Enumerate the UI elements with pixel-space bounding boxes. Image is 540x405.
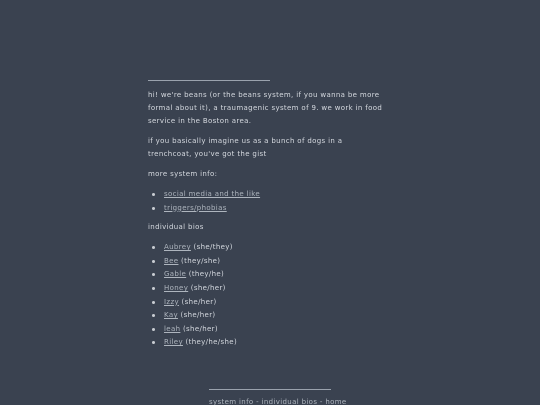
list-item: [164, 202, 388, 216]
more-info-list: [148, 188, 388, 215]
bio-link-leah[interactable]: leah: [164, 324, 181, 333]
bios-heading: individual bios: [148, 223, 204, 232]
list-item: [164, 268, 388, 282]
footer-divider: [209, 389, 331, 390]
intro-paragraph-2: if you basically imagine us as a bunch of dogs in a trenchcoat, you've got the gist: [148, 137, 343, 158]
list-item: [164, 323, 388, 337]
intro-paragraph: hi! we're beans (or the beans system, if you wanna be more formal about it), a traumagenic system of 9. we work in food service in the Boston area.: [148, 91, 383, 125]
list-item: [164, 309, 388, 323]
pronouns: (they/he/she): [185, 338, 238, 347]
main-content: [148, 68, 388, 356]
bios-list: [148, 241, 388, 350]
list-item: [164, 255, 388, 269]
pronouns: (she/her): [180, 311, 216, 320]
pronouns: (she/they): [193, 243, 233, 252]
footer-separator: -: [317, 398, 326, 405]
pronouns: (she/her): [190, 283, 226, 292]
list-item: [164, 296, 388, 310]
list-item: [164, 241, 388, 255]
more-info-heading: more system info:: [148, 170, 218, 178]
pronouns: (she/her): [181, 297, 217, 306]
top-divider: [148, 80, 270, 81]
bio-link-honey[interactable]: Honey: [164, 283, 189, 292]
footer-link-system-info[interactable]: system info: [209, 398, 254, 405]
footer-nav: [209, 398, 347, 405]
footer-separator: -: [253, 398, 262, 405]
bio-link-kay[interactable]: Kay: [164, 311, 178, 320]
pronouns: (they/she): [181, 256, 221, 265]
list-item: [164, 282, 388, 296]
footer-link-individual-bios[interactable]: individual bios: [261, 398, 318, 405]
pronouns: (they/he): [188, 270, 225, 279]
list-item: [164, 188, 388, 202]
bio-link-gable[interactable]: Gable: [164, 270, 187, 279]
bio-link-riley[interactable]: Riley: [164, 338, 183, 347]
triggers-phobias-link[interactable]: triggers/phobias: [164, 203, 227, 212]
social-media-link[interactable]: social media and the like: [164, 190, 261, 198]
list-item: [164, 336, 388, 350]
footer-link-home[interactable]: home: [325, 398, 347, 405]
bio-link-izzy[interactable]: Izzy: [164, 297, 179, 306]
bio-link-bee[interactable]: Bee: [164, 256, 179, 265]
bio-link-aubrey[interactable]: Aubrey: [164, 243, 191, 252]
pronouns: (she/her): [182, 324, 218, 333]
